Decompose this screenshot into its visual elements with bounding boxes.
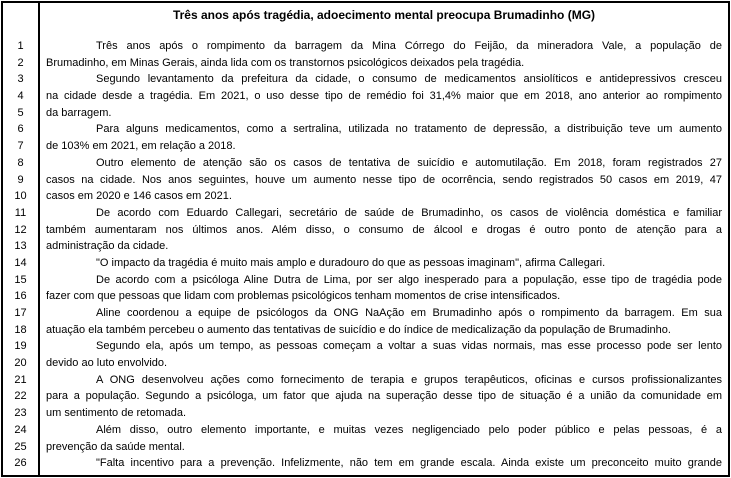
line-text: Segundo ela, após um tempo, as pessoas começam a voltar a suas vidas normais, mas esse processo pode ser lento xyxy=(96,340,722,353)
line-text: Segundo levantamento da prefeitura da cidade, o consumo de medicamentos ansiolíticos e antidepressivos cresceu xyxy=(96,73,722,86)
line-number: 14 xyxy=(14,256,27,269)
passage-line-row xyxy=(3,355,728,372)
passage-lines xyxy=(3,38,728,472)
passage-line-row xyxy=(3,388,728,405)
line-text: "O impacto da tragédia é muito mais amplo e duradouro do que as pessoas imaginam", afirma Callegari. xyxy=(96,256,606,269)
line-text: casos em 2020 e 146 casos em 2021. xyxy=(46,190,232,203)
passage-line-row xyxy=(3,188,728,205)
line-text: da barragem. xyxy=(46,106,112,119)
passage-line-row xyxy=(3,155,728,172)
line-number: 19 xyxy=(14,340,27,353)
line-text: de 103% em 2021, em relação a 2018. xyxy=(46,140,236,153)
passage-line-row xyxy=(3,121,728,138)
line-text: um sentimento de retomada. xyxy=(46,407,187,420)
line-text: também aumentaram nos últimos anos. Além disso, o consumo de álcool e drogas é outro ponto de atenção para a xyxy=(46,223,722,236)
passage-line-row xyxy=(3,105,728,122)
line-text: fazer com que pessoas que lidam com problemas psicológicos tenham momentos de crise intensificados. xyxy=(46,290,561,303)
line-number: 21 xyxy=(14,373,27,386)
passage-line-row xyxy=(3,338,728,355)
line-text: Brumadinho, em Minas Gerais, ainda lida com os transtornos psicológicos deixados pela tragédia. xyxy=(46,56,525,69)
line-number: 17 xyxy=(14,307,27,319)
passage-line-row xyxy=(3,372,728,389)
passage-line-row xyxy=(3,205,728,222)
line-text: Outro elemento de atenção são os casos de tentativa de suicídio e automutilação. Em 2018, foram registrados 27 xyxy=(96,156,722,169)
line-number: 13 xyxy=(14,240,27,253)
line-text: devido ao luto envolvido. xyxy=(46,357,168,370)
passage-line-row xyxy=(3,272,728,289)
line-text: De acordo com Eduardo Callegari, secretário de saúde de Brumadinho, os casos de violência doméstica e familiar xyxy=(96,206,722,219)
passage-line-row xyxy=(3,172,728,189)
line-text: "Falta incentivo para a prevenção. Infelizmente, não tem em grande escala. Ainda existe um preconceito muito grande xyxy=(96,457,722,470)
passage-line-row xyxy=(3,455,728,472)
passage-line-row xyxy=(3,322,728,339)
line-number: 2 xyxy=(17,56,24,69)
line-number: 18 xyxy=(14,323,27,336)
passage-line-row xyxy=(3,405,728,422)
passage-line-row xyxy=(3,138,728,155)
line-text: A ONG desenvolveu ações como fornecimento de terapia e grupos terapêuticos, oficinas e cursos profissionalizantes xyxy=(96,373,722,386)
line-text: para a população. Segundo a psicóloga, um fator que ajuda na superação desse tipo de situação é a união da comunidade em xyxy=(46,390,722,403)
line-number: 11 xyxy=(14,206,27,219)
line-text: De acordo com a psicóloga Aline Dutra de Lima, por ser algo inesperado para a população, esse tipo de tragédia pode xyxy=(96,273,722,286)
passage-line-row xyxy=(3,305,728,322)
passage-line-row xyxy=(3,439,728,456)
line-number: 25 xyxy=(14,440,27,453)
passage-line-row xyxy=(3,238,728,255)
line-text: casos na cidade. Nos anos seguintes, houve um aumento nesse tipo de ocorrência, sendo registrados 50 casos em 2019, 47 xyxy=(46,173,722,186)
line-number: 10 xyxy=(14,190,27,203)
passage-line-row xyxy=(3,422,728,439)
line-text: na cidade desde a tragédia. Em 2021, o uso desse tipo de remédio foi 31,4% maior que em 2018, ano anterior ao rompimento xyxy=(46,90,722,103)
line-number: 20 xyxy=(14,357,27,370)
line-text: prevenção da saúde mental. xyxy=(46,440,185,453)
passage-line-row xyxy=(3,255,728,272)
passage-line-row xyxy=(3,71,728,88)
line-number: 1 xyxy=(17,40,24,52)
line-number: 4 xyxy=(17,90,24,103)
line-number: 3 xyxy=(17,73,24,86)
passage-line-row xyxy=(3,288,728,305)
line-text: Aline coordenou a equipe de psicólogos da ONG NaAção em Brumadinho após o rompimento da barragem. Em sua xyxy=(96,307,722,319)
line-number: 22 xyxy=(14,390,27,403)
line-number: 16 xyxy=(14,290,27,303)
line-text: Para alguns medicamentos, como a sertralina, utilizada no tratamento de depressão, a distribuição teve um aumento xyxy=(96,123,722,136)
passage-line-row xyxy=(3,88,728,105)
document-frame xyxy=(1,1,730,477)
line-number: 9 xyxy=(17,173,24,186)
line-number: 12 xyxy=(14,223,27,236)
passage-title: Três anos após tragédia, adoecimento mental preocupa Brumadinho (MG) xyxy=(172,8,596,22)
passage-line-row xyxy=(3,222,728,239)
passage-line-row xyxy=(3,38,728,55)
line-number: 26 xyxy=(14,457,27,470)
passage-line-row xyxy=(3,55,728,72)
line-number: 15 xyxy=(14,273,27,286)
line-number: 23 xyxy=(14,407,27,420)
line-number: 7 xyxy=(17,140,24,153)
line-number: 6 xyxy=(17,123,24,136)
line-text: atuação ela também percebeu o aumento das tentativas de suicídio e do índice de medicalização da população de Brumadinho. xyxy=(46,323,671,336)
line-text: Três anos após o rompimento da barragem da Mina Córrego do Feijão, da mineradora Vale, a população de xyxy=(96,40,722,52)
line-number: 5 xyxy=(17,106,24,119)
line-text: Além disso, outro elemento importante, e muitas vezes negligenciado pelo poder público e pelas pessoas, é a xyxy=(96,423,722,436)
line-number: 8 xyxy=(17,156,24,169)
line-text: administração da cidade. xyxy=(46,240,169,253)
line-number: 24 xyxy=(14,423,27,436)
